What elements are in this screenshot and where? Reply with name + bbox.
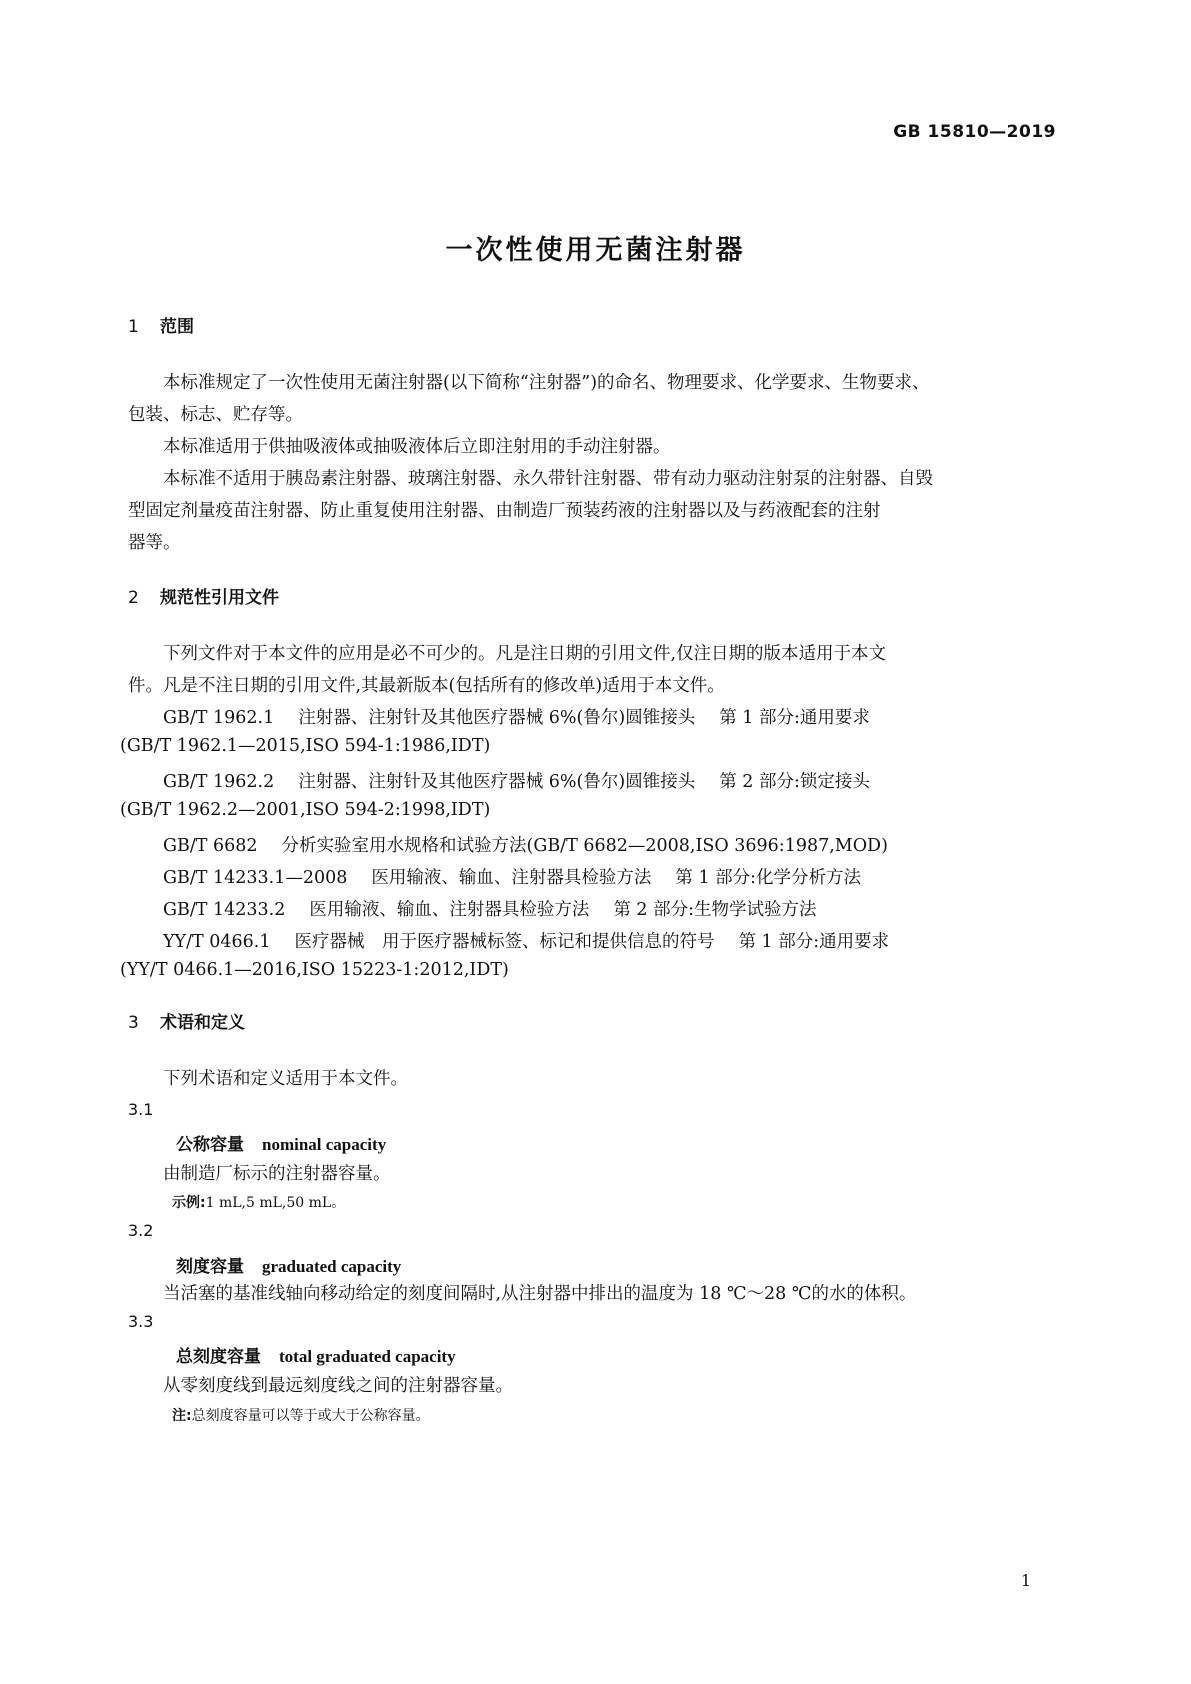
reference-code: GB/T 6682 <box>163 836 258 856</box>
term-number: 3.3 <box>128 1312 154 1331</box>
reference-title: 分析实验室用水规格和试验方法(GB/T 6682—2008,ISO 3696:1987,MOD) <box>281 836 888 856</box>
section-title: 术语和定义 <box>160 1013 245 1033</box>
paragraph-line: 器等。 <box>128 533 181 553</box>
note-label: 示例: <box>172 1195 206 1211</box>
reference-item <box>163 768 870 793</box>
reference-title: 医疗器械 用于医疗器械标签、标记和提供信息的符号 <box>294 932 715 952</box>
page-number: 1 <box>1020 1571 1031 1590</box>
reference-continuation: (GB/T 1962.2—2001,ISO 594-2:1998,IDT) <box>120 800 491 820</box>
reference-part: 第 1 部分:化学分析方法 <box>675 868 862 888</box>
example-note <box>172 1192 345 1212</box>
reference-item <box>163 864 861 889</box>
reference-continuation: (YY/T 0466.1—2016,ISO 15223-1:2012,IDT) <box>120 960 509 980</box>
term-heading <box>176 1130 386 1155</box>
reference-code: GB/T 14233.1—2008 <box>163 868 348 888</box>
reference-part: 第 1 部分:通用要求 <box>719 708 870 728</box>
term-zh: 刻度容量 <box>176 1257 244 1277</box>
reference-item <box>163 704 870 729</box>
note-text: 1 mL,5 mL,50 mL。 <box>205 1195 346 1211</box>
paragraph-line: 本标准规定了一次性使用无菌注射器(以下简称“注射器”)的命名、物理要求、化学要求、生物要求、 <box>163 373 930 393</box>
term-heading <box>176 1342 456 1367</box>
note <box>172 1405 430 1425</box>
term-en: graduated capacity <box>262 1257 402 1276</box>
reference-item <box>163 928 889 953</box>
section-3-heading <box>128 1008 245 1033</box>
paragraph-line: 本标准不适用于胰岛素注射器、玻璃注射器、永久带针注射器、带有动力驱动注射泵的注射器、自毁 <box>163 469 933 489</box>
reference-part: 第 2 部分:锁定接头 <box>719 772 870 792</box>
reference-part: 第 2 部分:生物学试验方法 <box>613 900 817 920</box>
reference-code: GB/T 1962.2 <box>163 772 275 792</box>
paragraph-line: 包装、标志、贮存等。 <box>128 405 303 425</box>
section-title: 范围 <box>160 317 194 337</box>
reference-code: GB/T 1962.1 <box>163 708 275 728</box>
document-title: 一次性使用无菌注射器 <box>445 235 746 266</box>
note-label: 注: <box>172 1408 192 1424</box>
reference-item <box>163 896 817 921</box>
term-number: 3.1 <box>128 1100 154 1119</box>
reference-title: 医用输液、输血、注射器具检验方法 <box>371 868 652 888</box>
section-2-heading <box>128 583 279 608</box>
section-number: 2 <box>128 588 139 608</box>
standard-number: GB 15810—2019 <box>893 122 1056 142</box>
reference-title: 注射器、注射针及其他医疗器械 6%(鲁尔)圆锥接头 <box>298 772 696 792</box>
term-definition: 由制造厂标示的注射器容量。 <box>163 1164 391 1184</box>
term-definition: 当活塞的基准线轴向移动给定的刻度间隔时,从注射器中排出的温度为 18 ℃～28 ℃的水的体积。 <box>163 1284 917 1304</box>
paragraph-line: 本标准适用于供抽吸液体或抽吸液体后立即注射用的手动注射器。 <box>163 437 671 457</box>
paragraph-line: 型固定剂量疫苗注射器、防止重复使用注射器、由制造厂预装药液的注射器以及与药液配套的注射 <box>128 501 881 521</box>
term-en: nominal capacity <box>262 1135 387 1154</box>
reference-part: 第 1 部分:通用要求 <box>738 932 890 952</box>
term-definition: 从零刻度线到最远刻度线之间的注射器容量。 <box>163 1376 513 1396</box>
term-number: 3.2 <box>128 1221 154 1240</box>
reference-title: 医用输液、输血、注射器具检验方法 <box>309 900 590 920</box>
term-zh: 公称容量 <box>176 1135 244 1155</box>
reference-code: GB/T 14233.2 <box>163 900 286 920</box>
reference-continuation: (GB/T 1962.1—2015,ISO 594-1:1986,IDT) <box>120 736 491 756</box>
term-heading <box>176 1252 401 1277</box>
term-en: total graduated capacity <box>279 1347 456 1366</box>
section-1-heading <box>128 312 194 337</box>
term-zh: 总刻度容量 <box>176 1347 261 1367</box>
reference-title: 注射器、注射针及其他医疗器械 6%(鲁尔)圆锥接头 <box>298 708 696 728</box>
paragraph-line: 下列文件对于本文件的应用是必不可少的。凡是注日期的引用文件,仅注日期的版本适用于本文 <box>163 644 887 664</box>
section-number: 1 <box>128 317 139 337</box>
paragraph-line: 下列术语和定义适用于本文件。 <box>163 1069 408 1089</box>
paragraph-line: 件。凡是不注日期的引用文件,其最新版本(包括所有的修改单)适用于本文件。 <box>128 676 725 696</box>
note-text: 总刻度容量可以等于或大于公称容量。 <box>191 1408 430 1424</box>
section-number: 3 <box>128 1013 139 1033</box>
section-title: 规范性引用文件 <box>160 588 279 608</box>
reference-item <box>163 832 888 857</box>
reference-code: YY/T 0466.1 <box>163 932 271 952</box>
